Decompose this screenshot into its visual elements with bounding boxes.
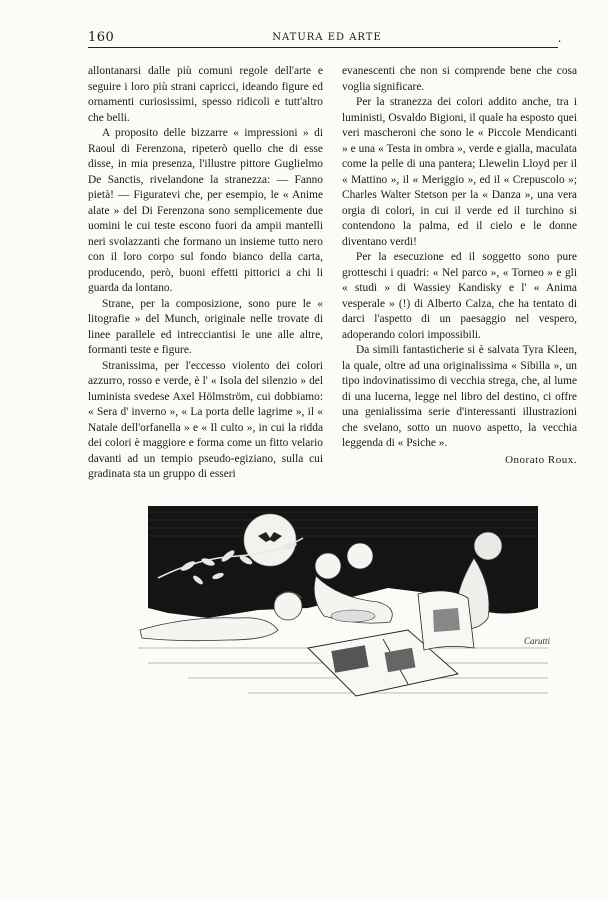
right-paragraph-1: evanescenti che non si comprende bene che cosa voglia significare. <box>342 65 577 93</box>
header-ornament: . <box>557 31 562 45</box>
artist-monogram: Carutti <box>524 636 551 646</box>
header-rule <box>88 47 558 48</box>
right-paragraph-4: Da simili fantasticherie si è salvata Tyra Kleen, la quale, oltre ad una originalissima « Sibilla », un tipo indovinatissimo di vecchia strega, che, al lume di una lucerna, legge nel libro del destino, ci offre una genialissima serie d'interessanti illustrazioni che svelano, sotto un nuovo aspetto, la vecchia leggenda di « Psiche ». <box>342 344 577 449</box>
right-column <box>342 64 577 468</box>
author-signature: Onorato Roux. <box>505 453 577 466</box>
right-paragraph-2: Per la stranezza dei colori addito anche, tra i luministi, Osvaldo Bigioni, il quale ha esposto quei veri mascheroni che sono le « Piccole Mendicanti » e una « Testa in ombra », verde e gialla, maculata come la pelle di una pantera; Llewelin Lloyd per il « Mattino », il « Meriggio », ed il « Crepuscolo »; Charles Walter Stetson per la « Danza », una vera orgia di colori, in cui il verde ed il turchino si contendono la palma, ed il cielo e le donne diventano verdi! <box>342 96 577 248</box>
running-header <box>88 30 566 48</box>
cherubs-reading-illustration <box>128 498 558 716</box>
right-paragraph-3: Per la esecuzione ed il soggetto sono pure grotteschi i quadri: « Nel parco », « Torneo » e gli « studi » di Wassiey Kandisky e l' « Anima vesperale » (!) di Alberto Calza, che ha tentato di darci l'aspetto di un paesaggio nel vespero, adoperando colori impossibili. <box>342 251 577 341</box>
page-number: 160 <box>88 30 115 45</box>
left-paragraph-2: A proposito delle bizzarre « impressioni » di Raoul di Ferenzona, ripeterò quello che di esse disse, in mia presenza, l'illustre pittore Guglielmo De Sanctis, rivelandone la stranezza: — Fanno pietà! — Figuratevi che, per esempio, le « Anime alate » del Di Ferenzona sono semplicemente due uomini le cui teste escono fuori da ampii mantelli neri svolazzanti che formano un insieme tutto nero con il loro corpo sul fondo bianco della carta, producendo, però, buoni effetti pittorici a chi li guarda da lontano. <box>88 127 323 294</box>
running-title: NATURA ED ARTE <box>272 32 382 43</box>
left-paragraph-4: Stranissima, per l'eccesso violento dei colori azzurro, rosso e verde, è l' « Isola del silenzio » del luminista svedese Axel Hölmström, cui dobbiamo: « Sera d' inverno », « La porta delle lagrime », il « Natale dell'orfanella » e « Il culto », in cui la ridda dei colori è maggiore e forma come un fitto velario davanti ad un tempio pseudo-egiziano, sulla cui gradinata sta un gruppo di esseri <box>88 359 323 480</box>
left-column <box>88 64 323 483</box>
left-paragraph-3: Strane, per la composizione, sono pure le « litografie » del Munch, originale nelle trovate di linee parallele ed intrecciantisi le une alle altre, formanti teste e figure. <box>88 297 323 356</box>
left-paragraph-1: allontanarsi dalle più comuni regole dell'arte e seguire i loro più strani capricci, ideando figure ed ornamenti curiosissimi, spesso ridicoli e tutt'altro che belli. <box>88 65 323 124</box>
